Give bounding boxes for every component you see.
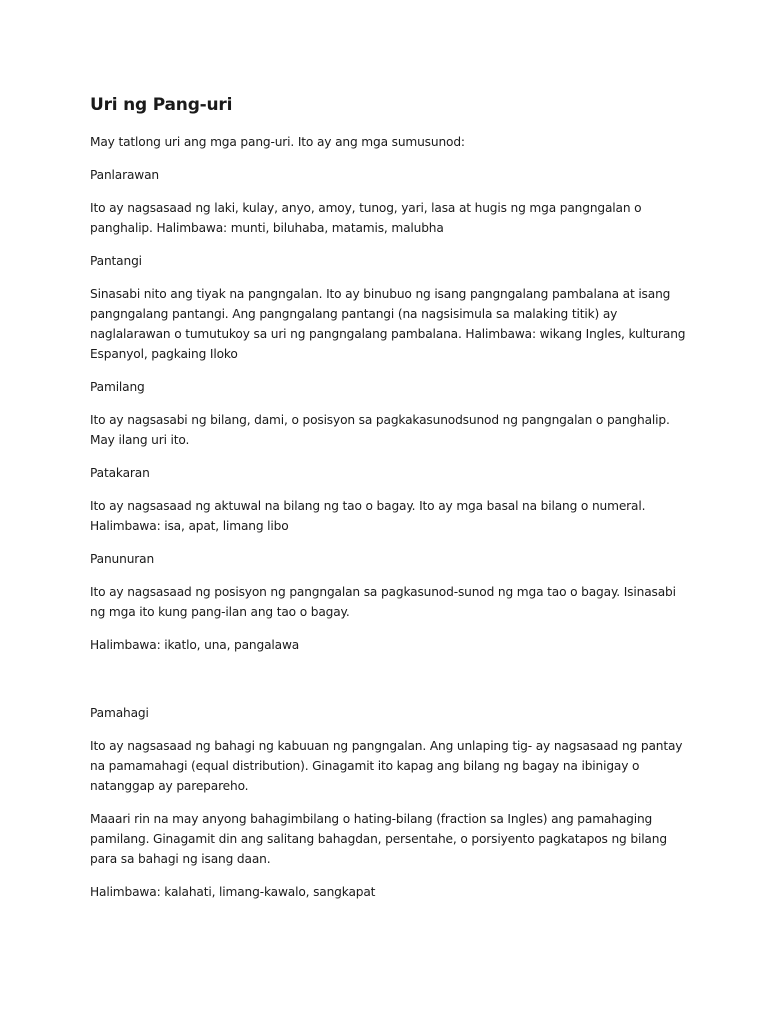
blank-space [90,668,690,703]
example-paragraph: Halimbawa: kalahati, limang-kawalo, sangkapat [90,885,376,899]
document-page [90,94,690,915]
intro-paragraph: May tatlong uri ang mga pang-uri. Ito ay ang mga sumusunod: [90,135,465,149]
section-paragraph: Ito ay nagsasaad ng laki, kulay, anyo, amoy, tunog, yari, lasa at hugis ng mga pangngalan o panghalip. Halimbawa: munti, biluhaba, matamis, malubha [90,201,642,235]
document-title: Uri ng Pang-uri [90,95,233,115]
section-paragraph: Sinasabi nito ang tiyak na pangngalan. Ito ay binubuo ng isang pangngalang pambalana at isang pangngalang pantangi. Ang pangngalang pantangi (na nagsisimula sa malaking titik) ay naglalarawan o tumutukoy sa uri ng pangngalang pambalana. Halimbawa: wikang Ingles, kulturang Espanyol, pagkaing Iloko [90,287,686,361]
section-heading-panlarawan: Panlarawan [90,168,159,182]
example-paragraph: Halimbawa: ikatlo, una, pangalawa [90,638,300,652]
section-paragraph: Ito ay nagsasaad ng aktuwal na bilang ng tao o bagay. Ito ay mga basal na bilang o numeral. Halimbawa: isa, apat, limang libo [90,499,646,533]
section-paragraph: Maaari rin na may anyong bahagimbilang o hating-bilang (fraction sa Ingles) ang pamahaging pamilang. Ginagamit din ang salitang bahagdan, persentahe, o porsiyento pagkatapos ng bilang para sa bahagi ng isang daan. [90,812,667,866]
section-paragraph: Ito ay nagsasabi ng bilang, dami, o posisyon sa pagkakasunodsunod ng pangngalan o panghalip. May ilang uri ito. [90,413,670,447]
section-paragraph: Ito ay nagsasaad ng bahagi ng kabuuan ng pangngalan. Ang unlaping tig- ay nagsasaad ng pantay na pamamahagi (equal distribution). Ginagamit ito kapag ang bilang ng bagay na ibinigay o natanggap ay parepareho. [90,739,683,793]
section-heading-pamilang: Pamilang [90,380,145,394]
section-heading-pantangi: Pantangi [90,254,142,268]
section-heading-pamahagi: Pamahagi [90,706,149,720]
section-paragraph: Ito ay nagsasaad ng posisyon ng pangngalan sa pagkasunod-sunod ng mga tao o bagay. Isinasabi ng mga ito kung pang-ilan ang tao o bagay. [90,585,676,619]
section-heading-patakaran: Patakaran [90,466,150,480]
section-heading-panunuran: Panunuran [90,552,155,566]
